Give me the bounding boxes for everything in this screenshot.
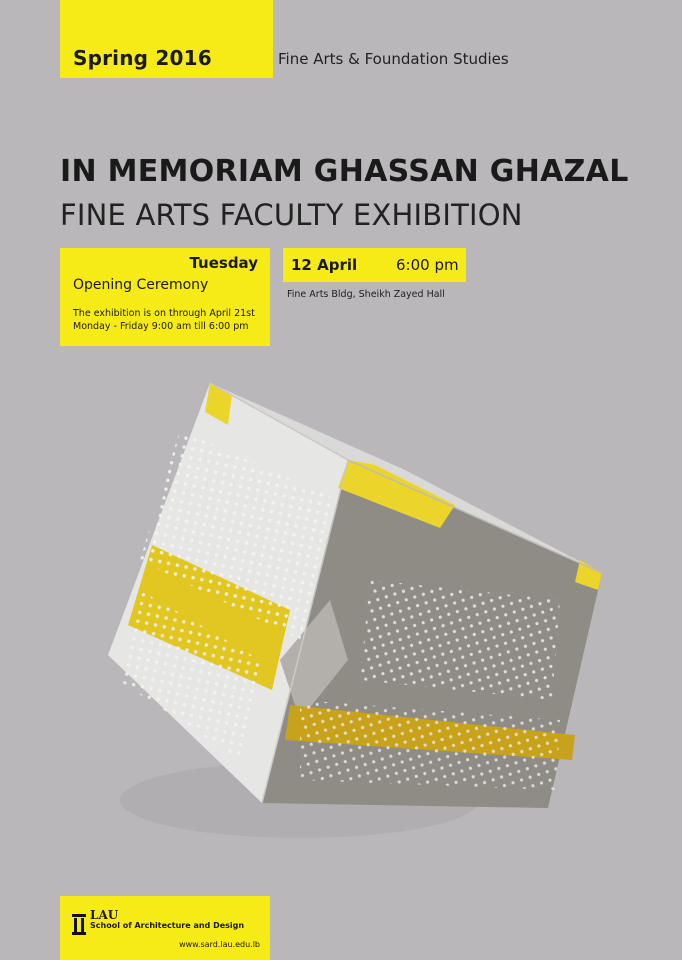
exhibition-hours: Monday - Friday 9:00 am till 6:00 pm xyxy=(73,321,249,332)
lau-logo-text: LAU xyxy=(90,908,119,922)
event-date: 12 April xyxy=(291,256,358,274)
exhibition-run-dates: The exhibition is on through April 21st xyxy=(73,308,255,319)
lau-logo-icon xyxy=(70,910,88,936)
event-time: 6:00 pm xyxy=(396,256,459,274)
event-ceremony: Opening Ceremony xyxy=(73,277,209,293)
exhibition-title: IN MEMORIAM GHASSAN GHAZAL xyxy=(60,154,629,189)
footer-box xyxy=(60,896,270,960)
department-label: Fine Arts & Foundation Studies xyxy=(278,50,509,68)
season-label: Spring 2016 xyxy=(73,46,212,70)
event-day: Tuesday xyxy=(189,254,258,272)
exhibition-subtitle: FINE ARTS FACULTY EXHIBITION xyxy=(60,198,523,232)
event-venue: Fine Arts Bldg, Sheikh Zayed Hall xyxy=(287,289,445,300)
website-url[interactable]: www.sard.lau.edu.lb xyxy=(179,940,260,949)
school-name: School of Architecture and Design xyxy=(90,921,245,930)
